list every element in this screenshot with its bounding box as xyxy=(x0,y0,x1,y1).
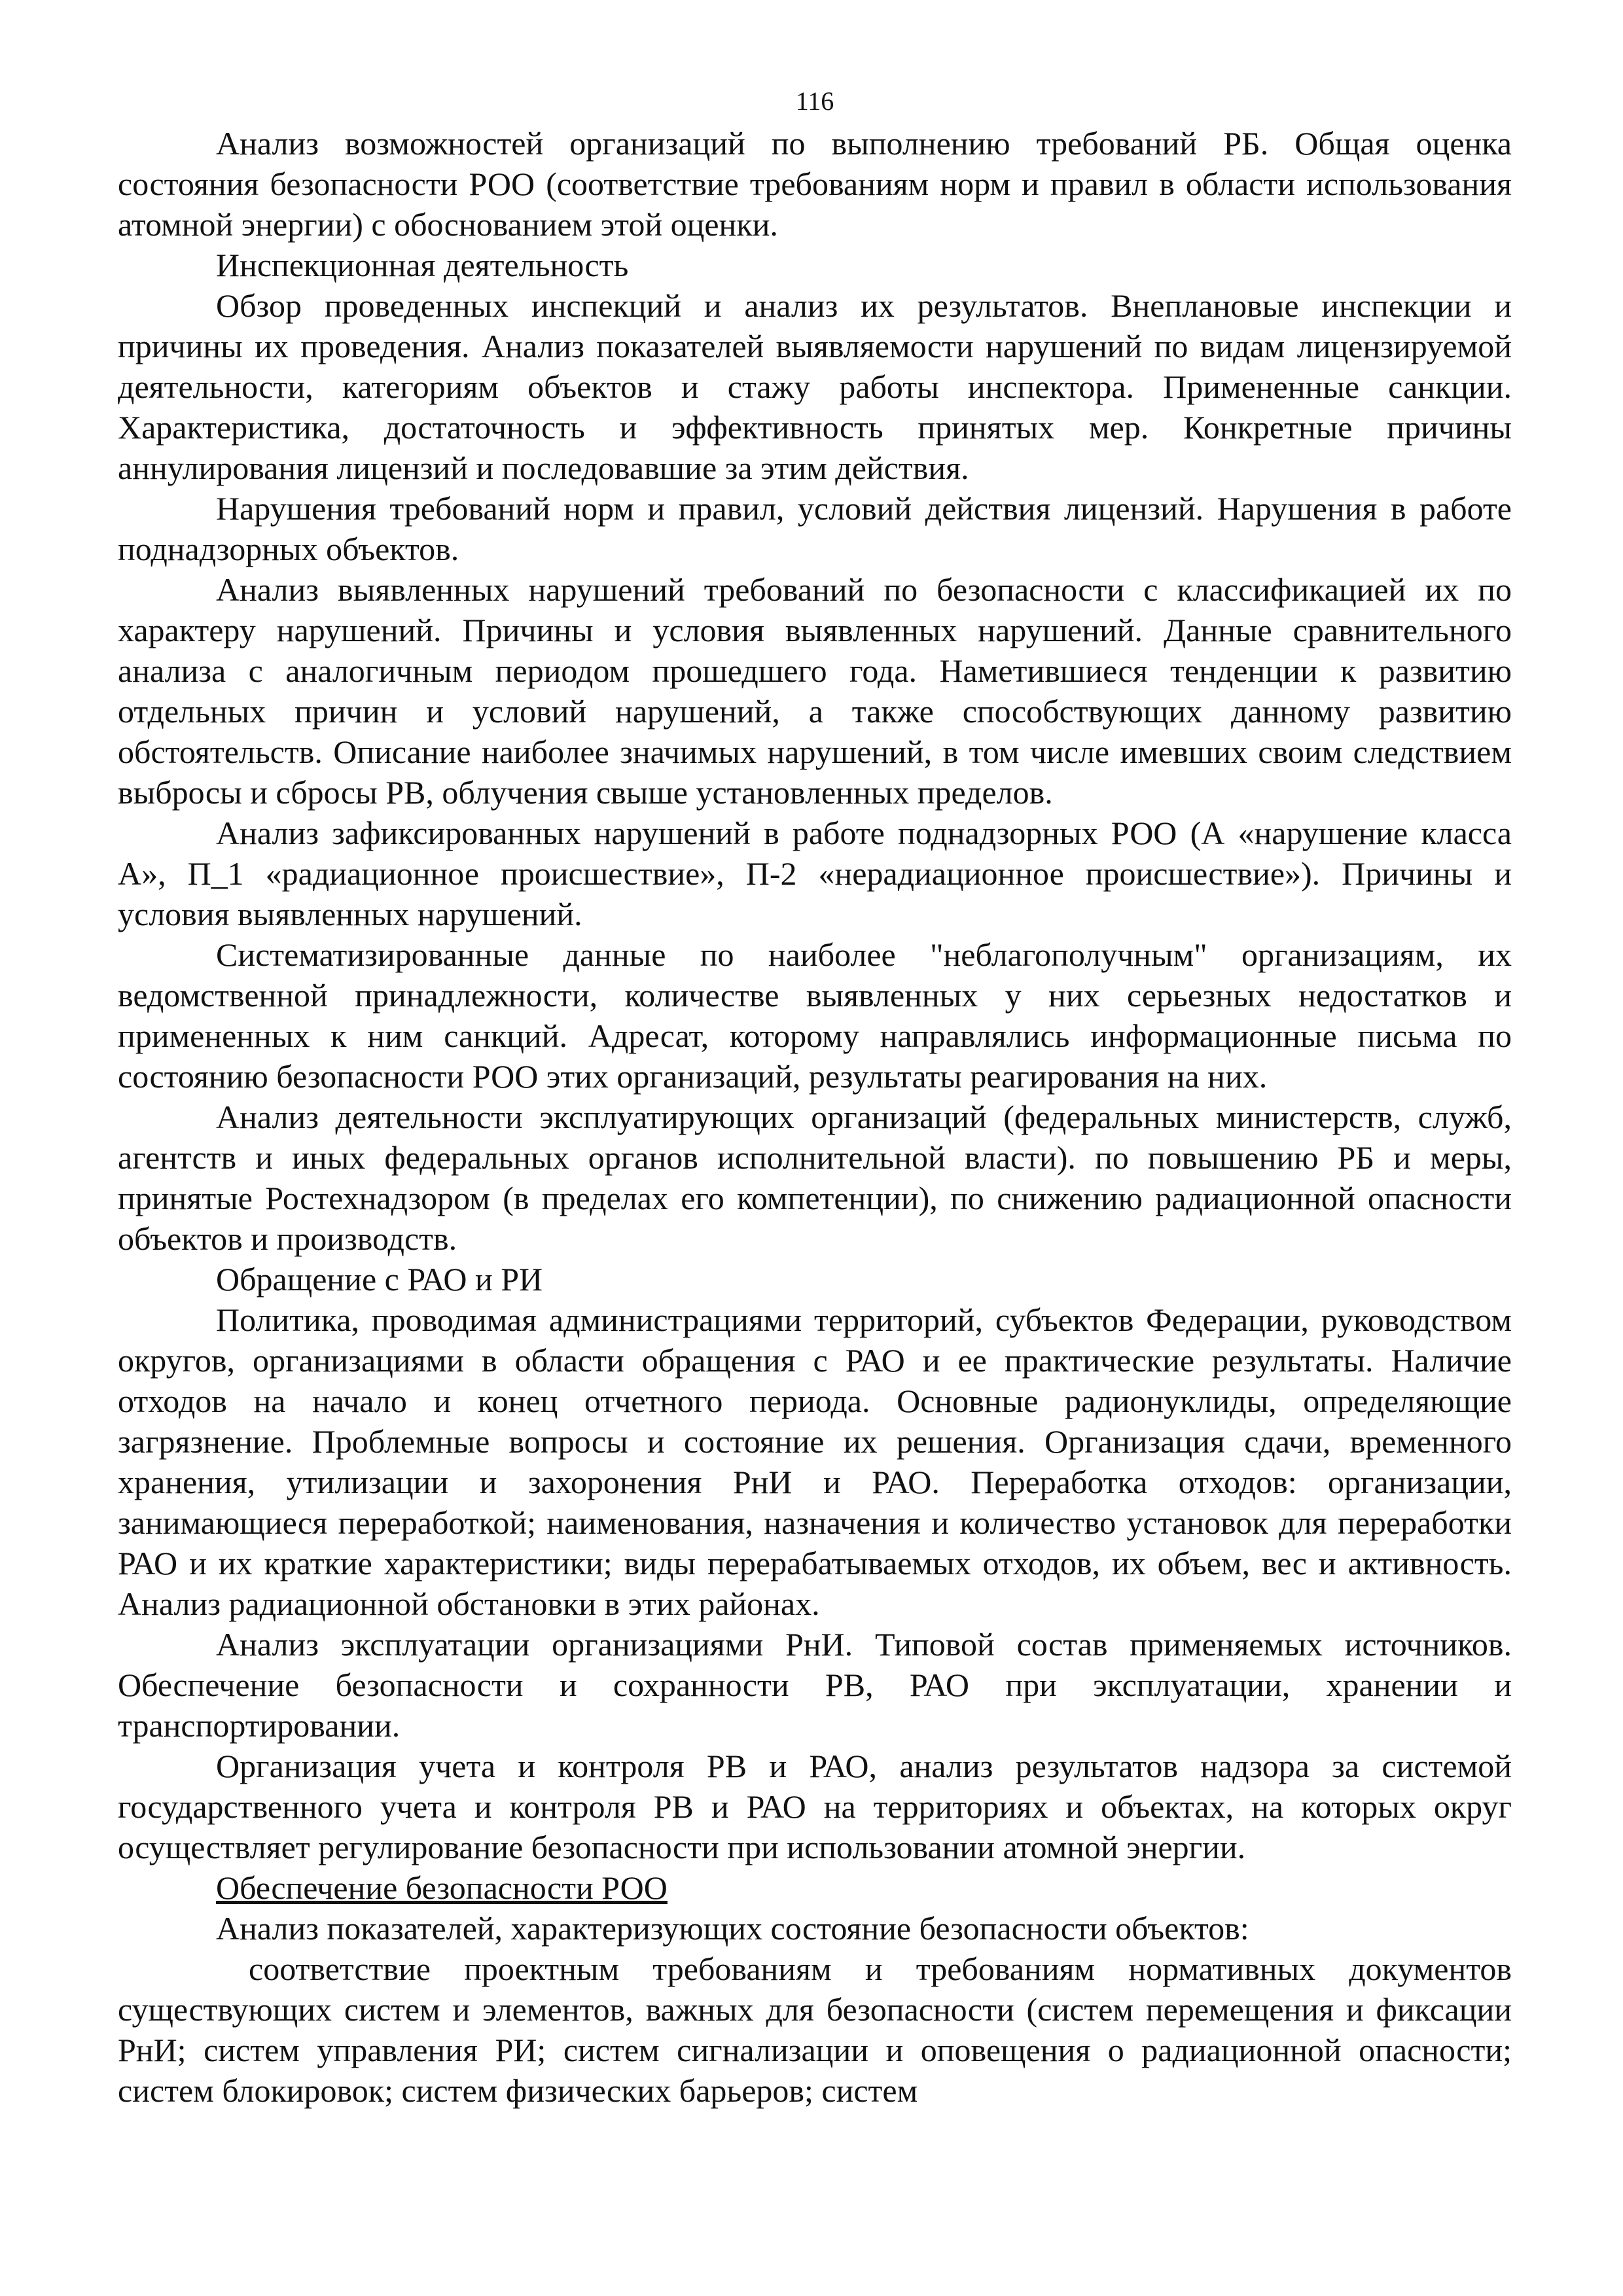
paragraph-violations-norms: Нарушения требований норм и правил, условий действия лицензий. Нарушения в работе поднадзорных объектов. xyxy=(118,490,1512,567)
paragraph-recorded-violations: Анализ зафиксированных нарушений в работе поднадзорных РОО (А «нарушение класса А», П_1 «радиационное происшествие», П-2 «нерадиационное происшествие»). Причины и условия выявленных нарушений. xyxy=(118,815,1512,932)
list-item-compliance: соответствие проектным требованиям и требованиям нормативных документов существующих систем и элементов, важных для безопасности (систем перемещения и фиксации РнИ; систем управления РИ; систем сигнализации и оповещения о радиационной опасности; систем блокировок; систем физических барьеров; систем xyxy=(118,1951,1512,2109)
heading-inspection-activity: Инспекционная деятельность xyxy=(216,247,629,283)
paragraph-systematized-data: Систематизированные данные по наиболее "неблагополучным" организациям, их ведомственной принадлежности, количестве выявленных у них серьезных недостатков и примененных к ним санкций. Адресат, которому направлялись информационные письма по состоянию безопасности РОО этих организаций, результаты реагирования на них. xyxy=(118,936,1512,1095)
paragraph-inspections-review: Обзор проведенных инспекций и анализ их результатов. Внеплановые инспекции и причины их проведения. Анализ показателей выявляемости нарушений по видам лицензируемой деятельности, категориям объектов и стажу работы инспектора. Примененные санкции. Характеристика, достаточность и эффективность принятых мер. Конкретные причины аннулирования лицензий и последовавшие за этим действия. xyxy=(118,287,1512,486)
paragraph-operating-organizations: Анализ деятельности эксплуатирующих организаций (федеральных министерств, служб, агентств и иных федеральных органов исполнительной власти). по повышению РБ и меры, принятые Ростехнадзором (в пределах его компетенции), по снижению радиационной опасности объектов и производств. xyxy=(118,1099,1512,1257)
paragraph-safety-indicators: Анализ показателей, характеризующих состояние безопасности объектов: xyxy=(216,1910,1249,1947)
paragraph-safety-assessment: Анализ возможностей организаций по выполнению требований РБ. Общая оценка состояния безопасности РОО (соответствие требованиям норм и правил в области использования атомной энергии) с обоснованием этой оценки. xyxy=(118,125,1512,243)
paragraph-accounting-control: Организация учета и контроля РВ и РАО, анализ результатов надзора за системой государственного учета и контроля РВ и РАО на территориях и объектах, на которых округ осуществляет регулирование безопасности при использовании атомной энергии. xyxy=(118,1748,1512,1865)
paragraph-rao-policy: Политика, проводимая администрациями территорий, субъектов Федерации, руководством округов, организациями в области обращения с РАО и ее практические результаты. Наличие отходов на начало и конец отчетного периода. Основные радионуклиды, определяющие загрязнение. Проблемные вопросы и состояние их решения. Организация сдачи, временного хранения, утилизации и захоронения РнИ и РАО. Переработка отходов: организации, занимающиеся переработкой; наименования, назначения и количество установок для переработки РАО и их краткие характеристики; виды перерабатываемых отходов, их объем, вес и активность. Анализ радиационной обстановки в этих районах. xyxy=(118,1301,1512,1622)
heading-rao-ri-handling: Обращение с РАО и РИ xyxy=(216,1261,543,1298)
document-page xyxy=(118,85,1512,2264)
heading-roo-safety-text: Обеспечение безопасности РОО xyxy=(216,1869,668,1906)
paragraph-rni-operation: Анализ эксплуатации организациями РнИ. Типовой состав применяемых источников. Обеспечение безопасности и сохранности РВ, РАО при эксплуатации, хранении и транспортировании. xyxy=(118,1626,1512,1744)
page-number: 116 xyxy=(795,86,834,116)
heading-roo-safety xyxy=(118,1867,1512,1908)
paragraph-violations-analysis: Анализ выявленных нарушений требований по безопасности с классификацией их по характеру нарушений. Причины и условия выявленных нарушений. Данные сравнительного анализа с аналогичным периодом прошедшего года. Наметившиеся тенденции к развитию отдельных причин и условий нарушений, а также способствующих данному развитию обстоятельств. Описание наиболее значимых нарушений, в том числе имевших своим следствием выбросы и сбросы РВ, облучения свыше установленных пределов. xyxy=(118,571,1512,811)
